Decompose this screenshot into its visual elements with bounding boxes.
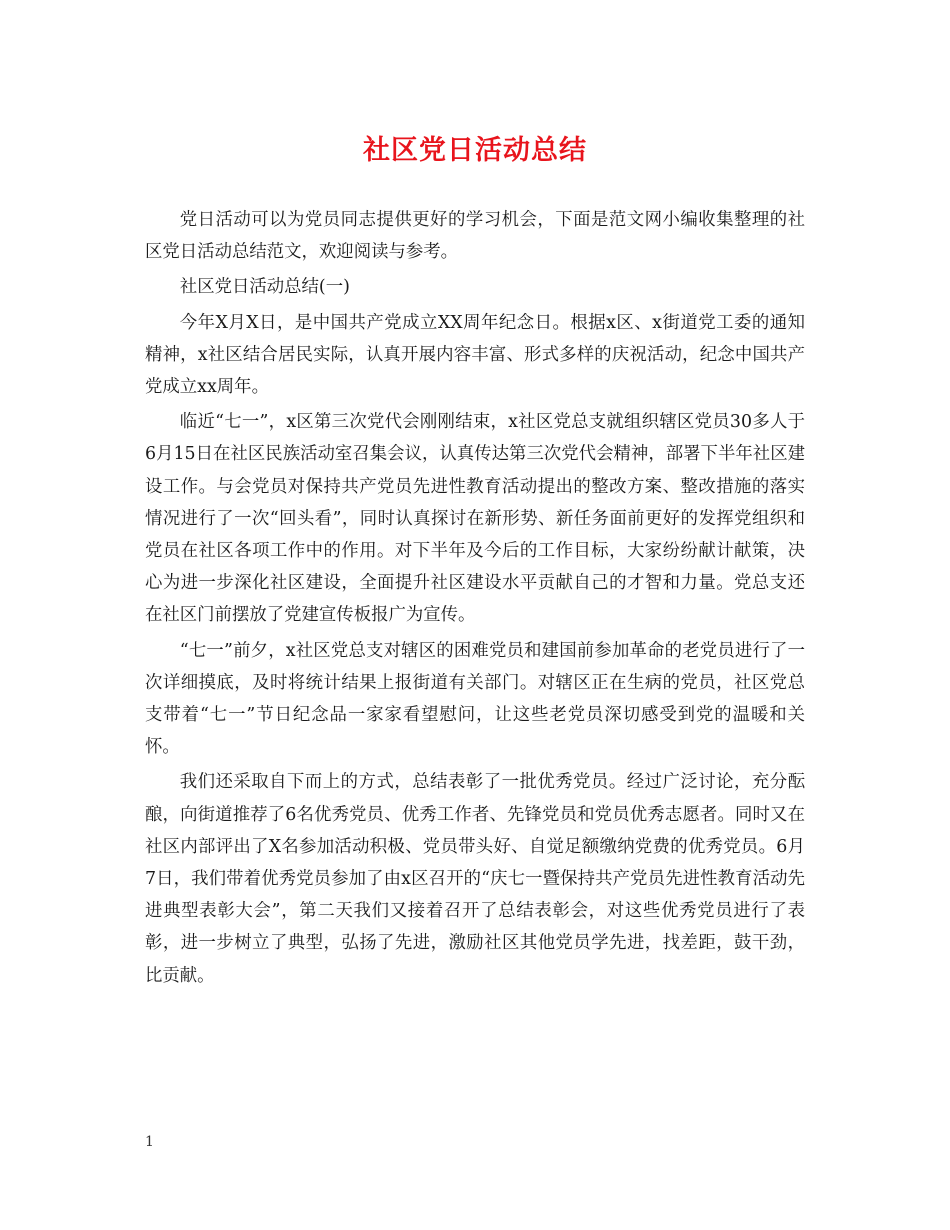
section-subheading: 社区党日活动总结(一) xyxy=(179,277,350,298)
page-number: 1 xyxy=(145,1134,154,1150)
body-paragraph-3: “七一”前夕，x社区党总支对辖区的困难党员和建国前参加革命的老党员进行了一次详细摸底，及时将统计结果上报街道有关部门。对辖区正在生病的党员，社区党总支带着“七一”节日纪念品一家家看望慰问，让这些老党员深切感受到党的温暖和关怀。 xyxy=(145,640,805,758)
document-body xyxy=(145,204,805,992)
body-paragraph-1: 今年X月X日，是中国共产党成立XX周年纪念日。根据x区、x街道党工委的通知精神，x社区结合居民实际，认真开展内容丰富、形式多样的庆祝活动，纪念中国共产党成立xx周年。 xyxy=(145,312,805,398)
body-paragraph-2: 临近“七一”，x区第三次党代会刚刚结束，x社区党总支就组织辖区党员30多人于6月15日在社区民族活动室召集会议，认真传达第三次党代会精神，部署下半年社区建设工作。与会党员对保持共产党员先进性教育活动提出的整改方案、整改措施的落实情况进行了一次“回头看”，同时认真探讨在新形势、新任务面前更好的发挥党组织和党员在社区各项工作中的作用。对下半年及今后的工作目标，大家纷纷献计献策，决心为进一步深化社区建设，全面提升社区建设水平贡献自己的才智和力量。党总支还在社区门前摆放了党建宣传板报广为宣传。 xyxy=(145,412,805,626)
document-title: 社区党日活动总结 xyxy=(363,135,587,166)
body-paragraph-4: 我们还采取自下而上的方式，总结表彰了一批优秀党员。经过广泛讨论，充分酝酿，向街道推荐了6名优秀党员、优秀工作者、先锋党员和党员优秀志愿者。同时又在社区内部评出了X名参加活动积极、党员带头好、自觉足额缴纳党费的优秀党员。6月7日，我们带着优秀党员参加了由x区召开的“庆七一暨保持共产党员先进性教育活动先进典型表彰大会”，第二天我们又接着召开了总结表彰会，对这些优秀党员进行了表彰，进一步树立了典型，弘扬了先进，激励社区其他党员学先进，找差距，鼓干劲，比贡献。 xyxy=(145,772,805,986)
intro-paragraph: 党日活动可以为党员同志提供更好的学习机会，下面是范文网小编收集整理的社区党日活动总结范文，欢迎阅读与参考。 xyxy=(145,210,805,263)
